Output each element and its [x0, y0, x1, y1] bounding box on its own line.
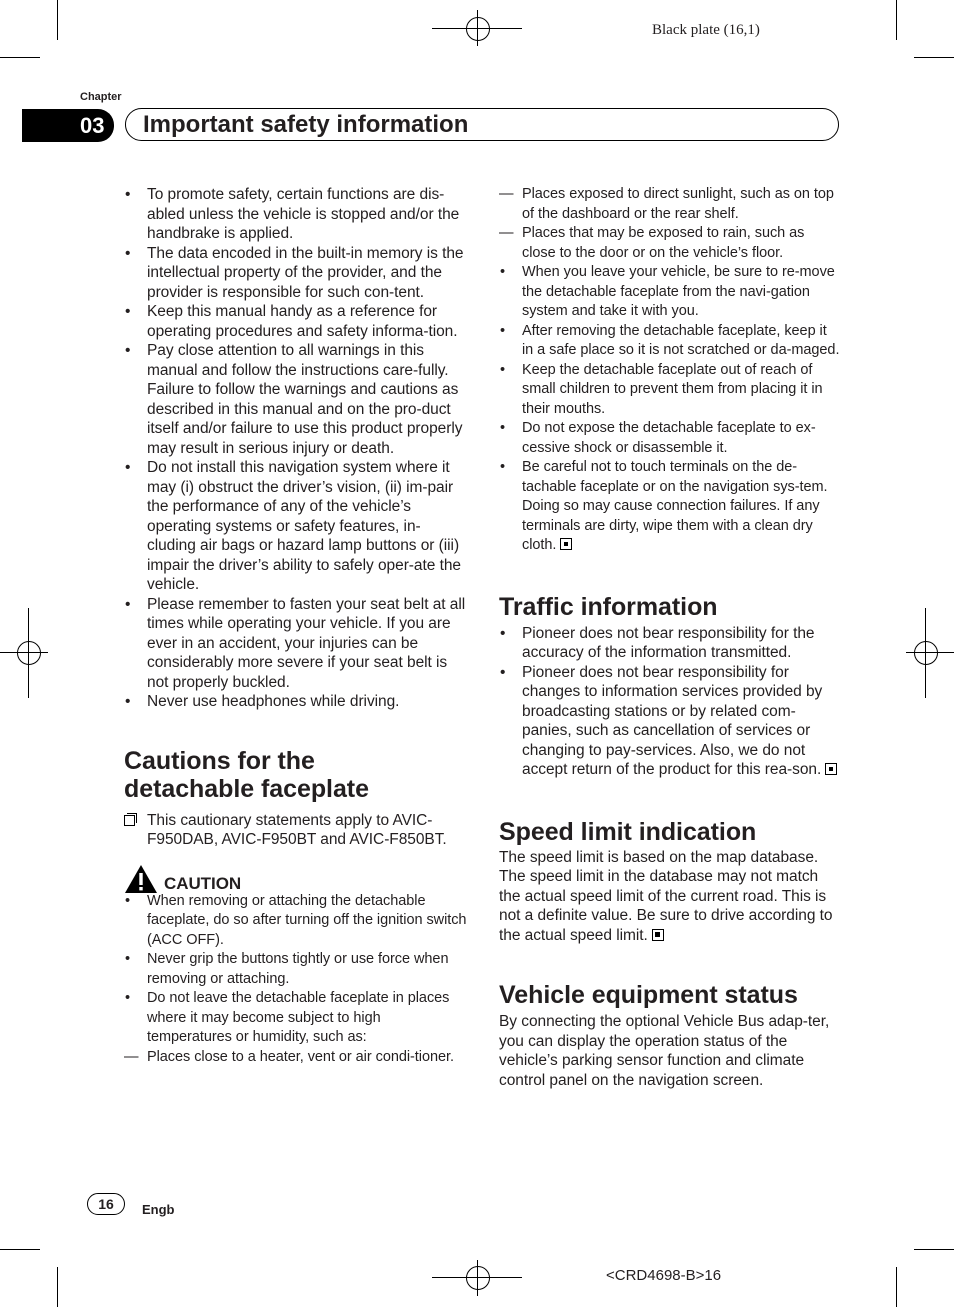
list-item: • Do not install this navigation system where it may (i) obstruct the driver’s vision, (ii) im-pair the performance of any of the vehicle’s operating systems or safety features, in-cluding air bags or hazard lamp buttons or (iii) impair the driver’s ability to safely oper-ate the vehicle.: [124, 458, 469, 595]
registration-circle: [466, 17, 490, 41]
caution-list-continued: [499, 263, 841, 556]
chapter-label: Chapter: [80, 91, 122, 103]
list-item: • Keep this manual handy as a reference for operating procedures and safety informa-tion.: [124, 302, 469, 341]
list-item: • The data encoded in the built-in memory is the intellectual property of the provider, and the provider is responsible for such con-tent.: [124, 244, 469, 303]
crop-mark: [896, 0, 897, 40]
list-item: • When removing or attaching the detachable faceplate, do so after turning off the ignition switch (ACC OFF).: [124, 892, 469, 951]
list-item: [499, 663, 841, 780]
list-item: • Keep the detachable faceplate out of reach of small children to prevent them from placing it in their mouths.: [499, 361, 841, 420]
checkbox-icon: [124, 815, 135, 826]
safety-bullet-list: [124, 185, 469, 712]
crop-mark: [57, 1267, 58, 1307]
crop-mark: [0, 57, 40, 58]
chapter-number: 03: [80, 113, 105, 138]
page-number: 16: [87, 1193, 125, 1215]
section-heading-speed: Speed limit indication: [499, 817, 757, 846]
registration-circle: [17, 641, 41, 665]
crop-mark: [0, 1249, 40, 1250]
plate-label: Black plate (16,1): [652, 22, 760, 38]
list-item: — Places exposed to direct sunlight, such as on top of the dashboard or the rear shelf.: [499, 185, 841, 224]
vehicle-paragraph: By connecting the optional Vehicle Bus adap-ter, you can display the operation status of the vehicle’s parking sensor function and climate control panel on the navigation screen.: [499, 1013, 830, 1089]
list-item: • Please remember to fasten your seat belt at all times while operating your vehicle. If you are ever in an accident, your injuries can be considerably more severe if your seat belt is not properly buckled.: [124, 595, 469, 693]
list-item: • Pioneer does not bear responsibility for the accuracy of the information transmitted.: [499, 624, 841, 663]
failure-note: Failure to follow the warnings and cautions as described in this manual and on the pro-duct itself and/or failure to use this product properly may result in serious injury or death.: [147, 381, 463, 457]
warning-icon: [124, 864, 158, 894]
crop-mark: [57, 0, 58, 40]
end-mark-icon: [825, 763, 837, 775]
section-heading-faceplate: [124, 747, 469, 803]
registration-circle: [914, 641, 938, 665]
applies-note: [124, 811, 469, 850]
end-mark-icon: [560, 538, 572, 550]
caution-header: [124, 864, 469, 894]
list-item: • When you leave your vehicle, be sure to re-move the detachable faceplate from the navi-gation system and take it with you.: [499, 263, 841, 322]
right-column: [499, 185, 841, 1090]
list-item-text: Pay close attention to all warnings in this manual and follow the instructions care-fully.: [147, 342, 449, 379]
list-item: • Do not expose the detachable faceplate to ex-cessive shock or disassemble it.: [499, 419, 841, 458]
list-item: • After removing the detachable faceplate, keep it in a safe place so it is not scratched or da-maged.: [499, 322, 841, 361]
caution-label: CAUTION: [164, 873, 242, 893]
crop-mark: [896, 1267, 897, 1307]
crop-mark: [914, 1249, 954, 1250]
list-item: — Places close to a heater, vent or air condi-tioner.: [124, 1048, 469, 1068]
caution-dash-list: [124, 1048, 469, 1068]
list-item-text: Pioneer does not bear responsibility for changes to information services provided by broadcasting stations or by related com-panies, such as cancellation of services or changing to pay-services. Also, we do not accept return of the product for this rea-son.: [522, 663, 823, 778]
heading-line: Cautions for the: [124, 746, 315, 775]
left-column: [124, 185, 469, 1067]
applies-note-text: This cautionary statements apply to AVIC-F950DAB, AVIC-F950BT and AVIC-F850BT.: [147, 811, 447, 848]
list-item: • Never grip the buttons tightly or use force when removing or attaching.: [124, 950, 469, 989]
end-mark-icon: [652, 929, 664, 941]
chapter-number-tab: [22, 109, 114, 142]
list-item: • Never use headphones while driving.: [124, 692, 469, 712]
crop-mark: [914, 57, 954, 58]
list-item: — Places that may be exposed to rain, such as close to the door or on the vehicle’s floor.: [499, 224, 841, 263]
heading-line: detachable faceplate: [124, 774, 369, 803]
registration-circle: [466, 1266, 490, 1290]
speed-paragraph: [499, 848, 841, 946]
section-heading-vehicle: Vehicle equipment status: [499, 981, 798, 1009]
list-item: [124, 341, 469, 458]
language-code: Engb: [142, 1202, 175, 1217]
section-heading-traffic: Traffic information: [499, 592, 718, 621]
list-item: • Do not leave the detachable faceplate in places where it may become subject to high temperatures or humidity, such as:: [124, 989, 469, 1048]
list-item-text: Be careful not to touch terminals on the de-tachable faceplate or on the navigation sys-tem. Doing so may cause connection failures. If any terminals are dirty, wipe them with a clean dry cloth.: [522, 459, 828, 553]
caution-dash-list-continued: [499, 185, 841, 263]
traffic-list: [499, 624, 841, 780]
chapter-title: Important safety information: [143, 111, 469, 138]
list-item: [499, 458, 841, 556]
list-item: • To promote safety, certain functions are dis-abled unless the vehicle is stopped and/or the handbrake is applied.: [124, 185, 469, 244]
paragraph-text: The speed limit is based on the map database. The speed limit in the database may not match the actual speed limit of the current road. This is not a definite value. Be sure to drive according to the actual speed limit.: [499, 848, 833, 944]
caution-list: [124, 892, 469, 1048]
document-code: <CRD4698-B>16: [606, 1267, 722, 1284]
